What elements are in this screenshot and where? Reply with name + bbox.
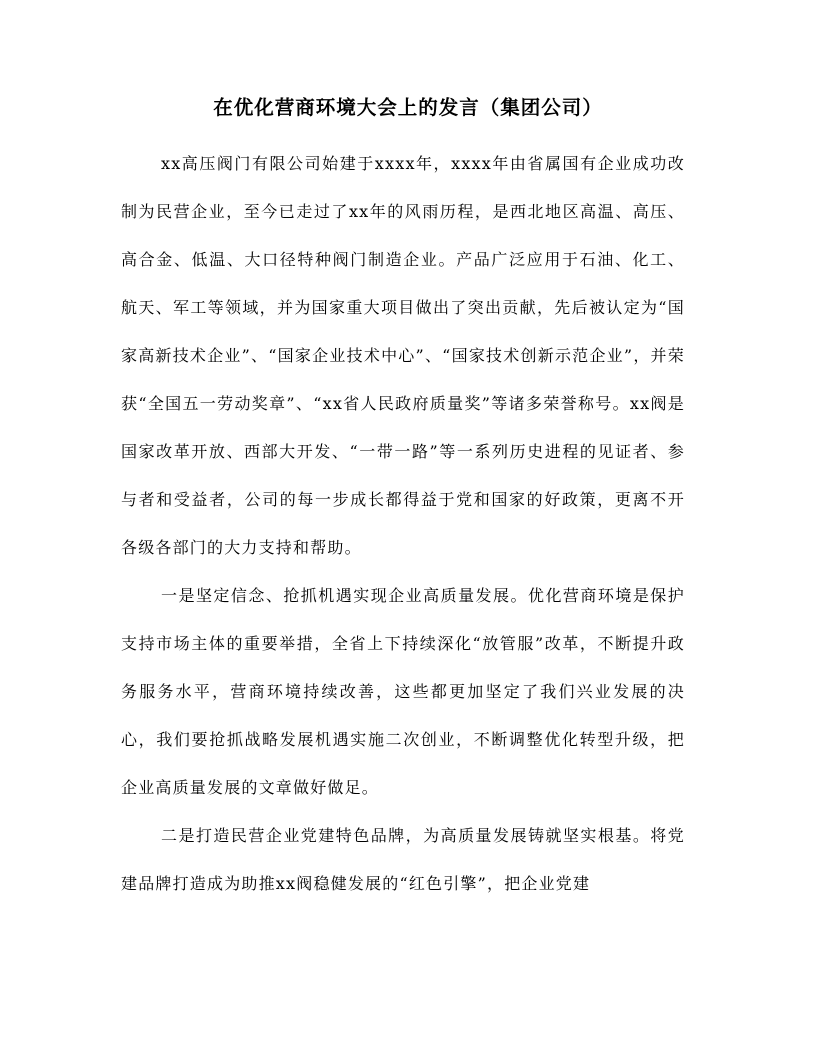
document-body	[121, 140, 685, 908]
paragraph-point-one: 一是坚定信念、抢抓机遇实现企业高质量发展。优化营商环境是保护支持市场主体的重要举措，全省上下持续深化“放管服”改革，不断提升政务服务水平，营商环境持续改善，这些都更加坚定了我们兴业发展的决心，我们要抢抓战略发展机遇实施二次创业，不断调整优化转型升级，把企业高质量发展的文章做好做足。	[121, 586, 685, 797]
document-title: 在优化营商环境大会上的发言（集团公司）	[213, 96, 603, 119]
paragraph-intro: xx高压阀门有限公司始建于xxxx年，xxxx年由省属国有企业成功改制为民营企业，至今已走过了xx年的风雨历程，是西北地区高温、高压、高合金、低温、大口径特种阀门制造企业。产品广泛应用于石油、化工、航天、军工等领域，并为国家重大项目做出了突出贡献，先后被认定为“国家高新技术企业”、“国家企业技术中心”、“国家技术创新示范企业”，并荣获“全国五一劳动奖章”、“xx省人民政府质量奖”等诸多荣誉称号。xx阀是国家改革开放、西部大开发、“一带一路”等一系列历史进程的见证者、参与者和受益者，公司的每一步成长都得益于党和国家的好政策，更离不开各级各部门的大力支持和帮助。	[121, 154, 685, 557]
paragraph-point-two: 二是打造民营企业党建特色品牌，为高质量发展铸就坚实根基。将党建品牌打造成为助推xx阀稳健发展的“红色引擎”，把企业党建	[121, 826, 685, 893]
